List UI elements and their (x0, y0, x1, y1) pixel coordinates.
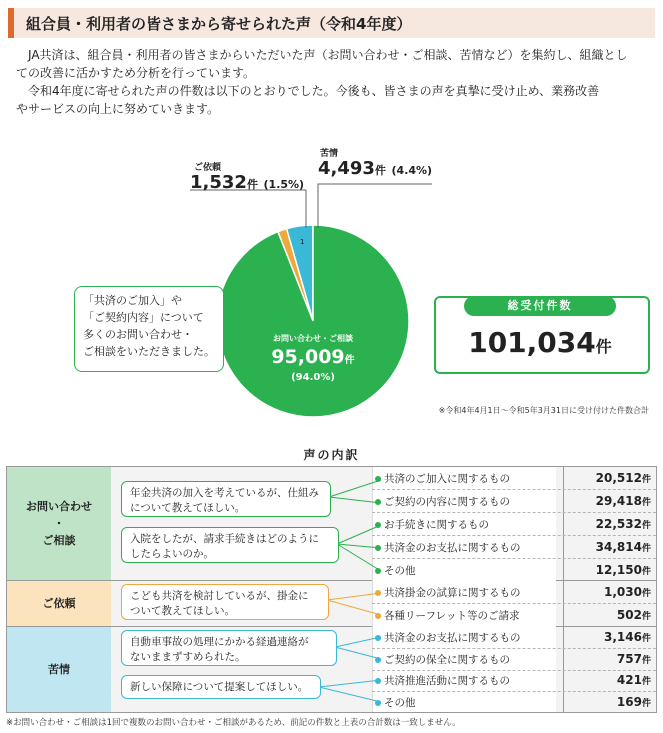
list-item: 共済のご加入に関するもの (375, 471, 510, 486)
list-item: 共済金のお支払に関するもの (375, 630, 521, 645)
total-count-box (434, 296, 650, 374)
bullet-icon (375, 568, 381, 574)
item-count: 502件 (616, 608, 651, 622)
example-line: ないままずすめられた。 (130, 651, 246, 663)
example-line: 新しい保障について提案してほしい。 (130, 681, 309, 693)
callout-complaint-label: 苦情 (320, 149, 339, 159)
speech-line: 「共済のご加入」や (83, 294, 182, 307)
leader-line-complaint (318, 184, 432, 228)
item-count: 22,532件 (595, 517, 651, 531)
example-line: 年金共済の加入を考えているが、仕組み (130, 487, 319, 499)
category-label: ご依頼 (42, 597, 76, 610)
intro-line-3: 令和4年度に寄せられた声の件数は以下のとおりでした。今後も、皆さまの声を真摯に受け止め、業務改善 (28, 84, 600, 98)
list-item: その他 (375, 563, 416, 578)
bullet-icon (375, 678, 381, 684)
item-count: 34,814件 (595, 540, 651, 554)
connector-lines (7, 467, 658, 714)
page-title: 組合員・利用者の皆さまから寄せられた声（令和4年度） (26, 15, 412, 33)
bullet-icon (375, 522, 381, 528)
bullet-icon (375, 700, 381, 706)
item-count: 12,150件 (595, 563, 651, 577)
pie-slice-inquiry (217, 225, 409, 417)
example-line: ついて教えてほしい。 (130, 605, 235, 617)
speech-bubble (74, 286, 224, 372)
speech-line: 「ご契約内容」について (83, 311, 204, 324)
intro-line-4: やサービスの向上に努めていきます。 (16, 102, 220, 116)
item-count: 1,030件 (604, 585, 651, 599)
example-line: こども共済を検討しているが、掛金に (130, 590, 309, 602)
bullet-icon (375, 590, 381, 596)
list-item: 共済掛金の試算に関するもの (375, 585, 521, 600)
category-label: ご相談 (42, 534, 76, 547)
breakdown-title: 声の内訳 (303, 448, 360, 462)
example-bubble (121, 527, 339, 563)
category-label: お問い合わせ (26, 500, 92, 513)
speech-line: ご相談をいただきました。 (83, 345, 215, 358)
breakdown-table (6, 466, 657, 713)
category-label: ・ (53, 517, 65, 530)
period-note: ※令和4年4月1日〜令和5年3月31日に受け付けた件数合計 (438, 406, 649, 415)
footnote: ※お問い合わせ・ご相談は1回で複数のお問い合わせ・ご相談があるため、前記の件数と上表の合計数は一致しません。 (6, 718, 461, 728)
example-bubble (121, 481, 331, 517)
list-item: お手続きに関するもの (375, 517, 489, 532)
example-line: 自動車事故の処理にかかる経過連絡が (130, 636, 309, 648)
bullet-icon (375, 545, 381, 551)
total-value: 101,034件 (468, 326, 612, 359)
bullet-icon (375, 613, 381, 619)
item-count: 421件 (616, 673, 651, 687)
intro-line-2: ての改善に活かすため分析を行っています。 (16, 66, 256, 80)
category-label: 苦情 (48, 663, 70, 676)
example-bubble (121, 584, 329, 620)
bullet-icon (375, 499, 381, 505)
example-bubble (121, 675, 321, 699)
bullet-icon (375, 635, 381, 641)
list-item: 各種リーフレット等のご請求 (375, 608, 519, 623)
list-item: その他 (375, 695, 416, 710)
callout-complaint-value: 4,493件 (4.4%) (318, 158, 433, 179)
small-slice-mark: 1 (300, 238, 305, 246)
example-bubble (121, 630, 337, 666)
list-item: 共済推進活動に関するもの (375, 673, 510, 688)
list-item: ご契約の内容に関するもの (375, 494, 510, 509)
slice-value-inquiry: 95,009件 (271, 346, 355, 368)
example-line: したらよいのか。 (130, 548, 214, 560)
item-count: 20,512件 (595, 471, 651, 485)
slice-percent-inquiry: (94.0%) (291, 372, 335, 383)
slice-label-inquiry: お問い合わせ・ご相談 (273, 334, 353, 343)
item-count: 169件 (616, 695, 651, 709)
leader-line-request (190, 190, 306, 228)
item-count: 757件 (616, 652, 651, 666)
header-accent-bar (8, 8, 14, 38)
total-label: 総受付件数 (464, 296, 616, 316)
item-count: 3,146件 (604, 630, 651, 644)
list-item: ご契約の保全に関するもの (375, 652, 510, 667)
speech-line: 多くのお問い合わせ・ (83, 328, 193, 341)
intro-line-1: JA共済は、組合員・利用者の皆さまからいただいた声（お問い合わせ・ご相談、苦情など）を集約し、組織とし (28, 48, 628, 62)
example-line: について教えてほしい。 (130, 502, 246, 514)
bullet-icon (375, 476, 381, 482)
bullet-icon (375, 657, 381, 663)
item-count: 29,418件 (595, 494, 651, 508)
section-header (8, 8, 655, 38)
list-item: 共済金のお支払に関するもの (375, 540, 521, 555)
callout-request-label: ご依頼 (194, 163, 222, 173)
callout-request-value: 1,532件 (1.5%) (190, 172, 305, 193)
example-line: 入院をしたが、請求手続きはどのように (130, 533, 319, 545)
